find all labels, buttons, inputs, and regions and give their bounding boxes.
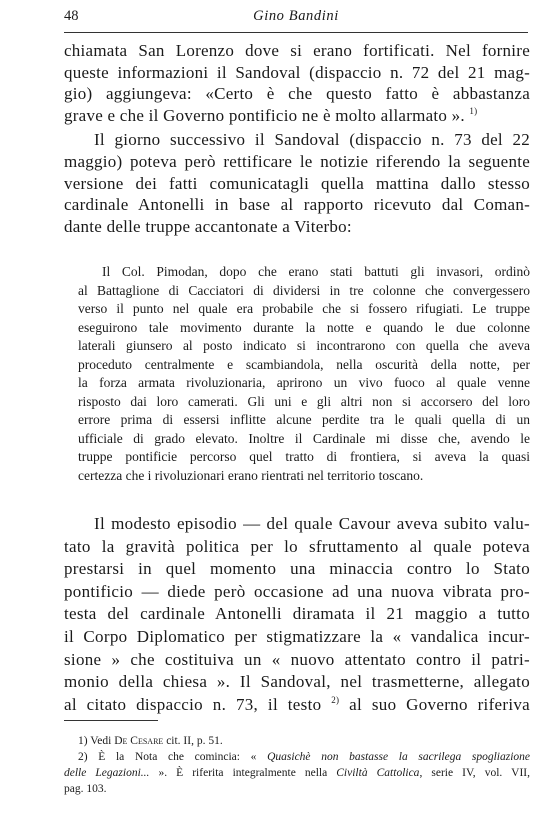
quote-line: proceduto centralmente e scambiandola, nella oscurità della notte, per <box>78 356 530 372</box>
footnote-text: , serie IV, vol. VII, <box>419 767 530 779</box>
text-fragment: grave e che il Governo pontificio ne è molto allarmato ». <box>64 105 465 125</box>
footnote-incipit: delle Legazioni... <box>64 767 150 779</box>
footnote-mark: 2) <box>78 751 88 763</box>
text-line: Il modesto episodio — del quale Cavour aveva subito valu- <box>94 514 530 533</box>
header-rule <box>64 32 528 33</box>
block-quote <box>78 263 530 485</box>
quote-line: ufficiale di grado elevato. Inoltre il Cardinale mi disse che, avendo le <box>78 430 530 446</box>
main-text-bottom <box>64 513 530 718</box>
footnote-1 <box>64 733 530 749</box>
text-line: queste informazioni il Sandoval (dispaccio n. 72 del 21 mag- <box>64 62 530 82</box>
footnote-mark: 1) <box>78 735 88 747</box>
text-line: tato la gravità politica per lo sfruttamento al quale poteva <box>64 536 530 556</box>
text-line: prestarsi in quel momento una minaccia contro lo Stato <box>64 559 530 579</box>
footnote-rule <box>64 720 158 721</box>
text-line: Il giorno successivo il Sandoval (dispaccio n. 73 del 22 <box>94 130 530 150</box>
text-fragment: al citato dispaccio n. 73, il testo <box>64 694 322 714</box>
quote-line: al Battaglione di Cacciatori di dividersi in tre colonne che convergessero <box>78 282 530 298</box>
quote-line: certezza che i rivoluzionari erano rientrati nel territorio toscano. <box>78 467 424 483</box>
footnote-line: pag. 103. <box>64 783 107 795</box>
text-line: chiamata San Lorenzo dove si erano fortificati. Nel fornire <box>64 41 530 60</box>
page-header <box>64 8 528 28</box>
footnotes <box>64 733 530 797</box>
quote-line: eseguirono tale movimento durante la notte e quando le due colonne <box>78 319 530 335</box>
quote-line: errore prima di essersi inflitte alcune perdite tra le quali quella di un <box>78 412 530 427</box>
cited-author: De Cesare <box>114 735 164 747</box>
footnote-line <box>64 749 530 765</box>
text-line: cardinale Antonelli in base al rapporto ricevuto dal Coman- <box>64 195 530 215</box>
quote-line: la forza armata rivoluzionaria, aprirono un vivo fuoco al quale venne <box>78 375 530 390</box>
footnote-line <box>64 765 530 781</box>
text-line: sione » che costituiva un « nuovo attentato contro il patri- <box>64 649 530 669</box>
journal-title: Civiltà Cattolica <box>336 767 420 779</box>
text-line: dante delle truppe accantonate a Viterbo: <box>64 216 352 236</box>
text-line: pontificio — diede però occasione ad una nuova vibrata pro- <box>64 581 530 601</box>
text-line: il Corpo Diplomatico per stigmatizzare la « vandalica incur- <box>64 626 530 646</box>
text-line: monio della chiesa ». Il Sandoval, nel trasmetterne, allegato <box>64 672 530 692</box>
text-line: gio) aggiungeva: «Certo è che questo fatto è abbastanza <box>64 84 530 104</box>
text-line <box>64 694 530 719</box>
footnote-text: ». È riferita integralmente nella <box>149 767 337 779</box>
main-text-top <box>64 40 530 237</box>
running-title: Gino Bandini <box>253 8 339 24</box>
quote-line: Il Col. Pimodan, dopo che erano stati battuti gli invasori, ordinò <box>102 264 530 279</box>
text-line <box>64 105 530 130</box>
text-fragment: al suo Governo riferiva <box>339 694 531 714</box>
text-line: versione dei fatti comunicatagli quella mattina dallo stesso <box>64 173 530 193</box>
footnote-text: È la Nota che comincia: « <box>98 751 257 763</box>
footnote-ref: 1) <box>469 105 478 116</box>
footnote-text: cit. II, p. 51. <box>163 735 223 747</box>
footnote-incipit: Quasichè non bastasse la sacrilega spogliazione <box>267 751 531 763</box>
quote-line: risposto dai loro camerati. Gli uni e gli altri non si accorsero del loro <box>78 393 530 409</box>
footnote-2 <box>64 749 530 797</box>
text-line: maggio) poteva però rettificare le notizie riferendo la seguente <box>64 151 530 171</box>
quote-line: laterali giunsero al posto indicato si incontrarono con quella che aveva <box>78 338 530 353</box>
footnote-ref: 2) <box>331 694 340 705</box>
text-line: testa del cardinale Antonelli diramata il 21 maggio a tutto <box>64 604 530 624</box>
footnote-text: Vedi <box>90 735 115 747</box>
page-number: 48 <box>64 8 79 24</box>
quote-line: verso il punto nel quale era probabile che si fossero rifugiati. Le truppe <box>78 301 530 316</box>
quote-line: truppe pontificie percorso quel tratto di frontiera, si aveva la quasi <box>78 449 530 464</box>
